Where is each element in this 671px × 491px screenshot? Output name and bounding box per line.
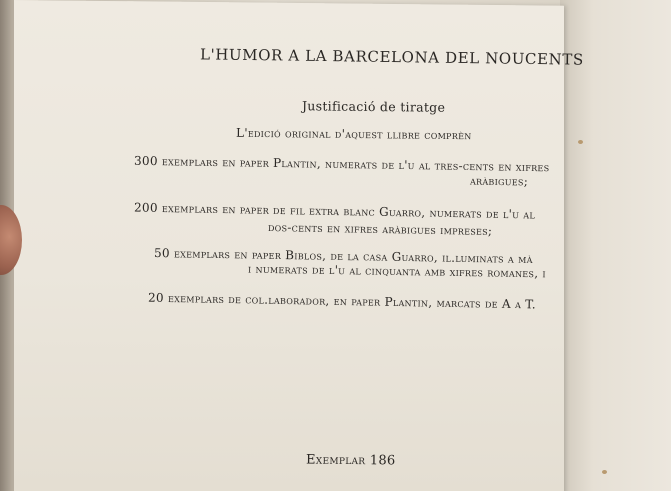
book-page [14, 0, 564, 491]
paper-speck [602, 470, 607, 474]
book-title: L'HUMOR A LA BARCELONA DEL NOUCENTS [199, 45, 584, 69]
edition-line: i numerats de l'u al cinquanta amb xifres romanes, i [247, 261, 547, 281]
exemplar-number: Exemplar 186 [305, 452, 396, 469]
justification-heading: Justificació de tiratge [301, 98, 446, 115]
edition-line: 50 exemplars en paper Biblos, de la casa Guarro, il.luminats a mà [153, 246, 533, 266]
edition-line: 200 exemplars en paper de fil extra blanc Guarro, numerats de l'u al [133, 200, 536, 222]
underlying-page [560, 0, 671, 491]
paper-speck [578, 140, 583, 144]
edition-line: aràbigues; [469, 173, 529, 189]
edition-intro: L'edició original d'aquest llibre comprèn [235, 125, 472, 143]
edition-line: dos-cents en xifres aràbigues impreses; [267, 220, 493, 238]
edition-line: 20 exemplars de col.laborador, en paper Plantin, marcats de A a T. [147, 290, 537, 312]
edition-line: 300 exemplars en paper Plantin, numerats de l'u al tres-cents en xifres [133, 153, 550, 175]
